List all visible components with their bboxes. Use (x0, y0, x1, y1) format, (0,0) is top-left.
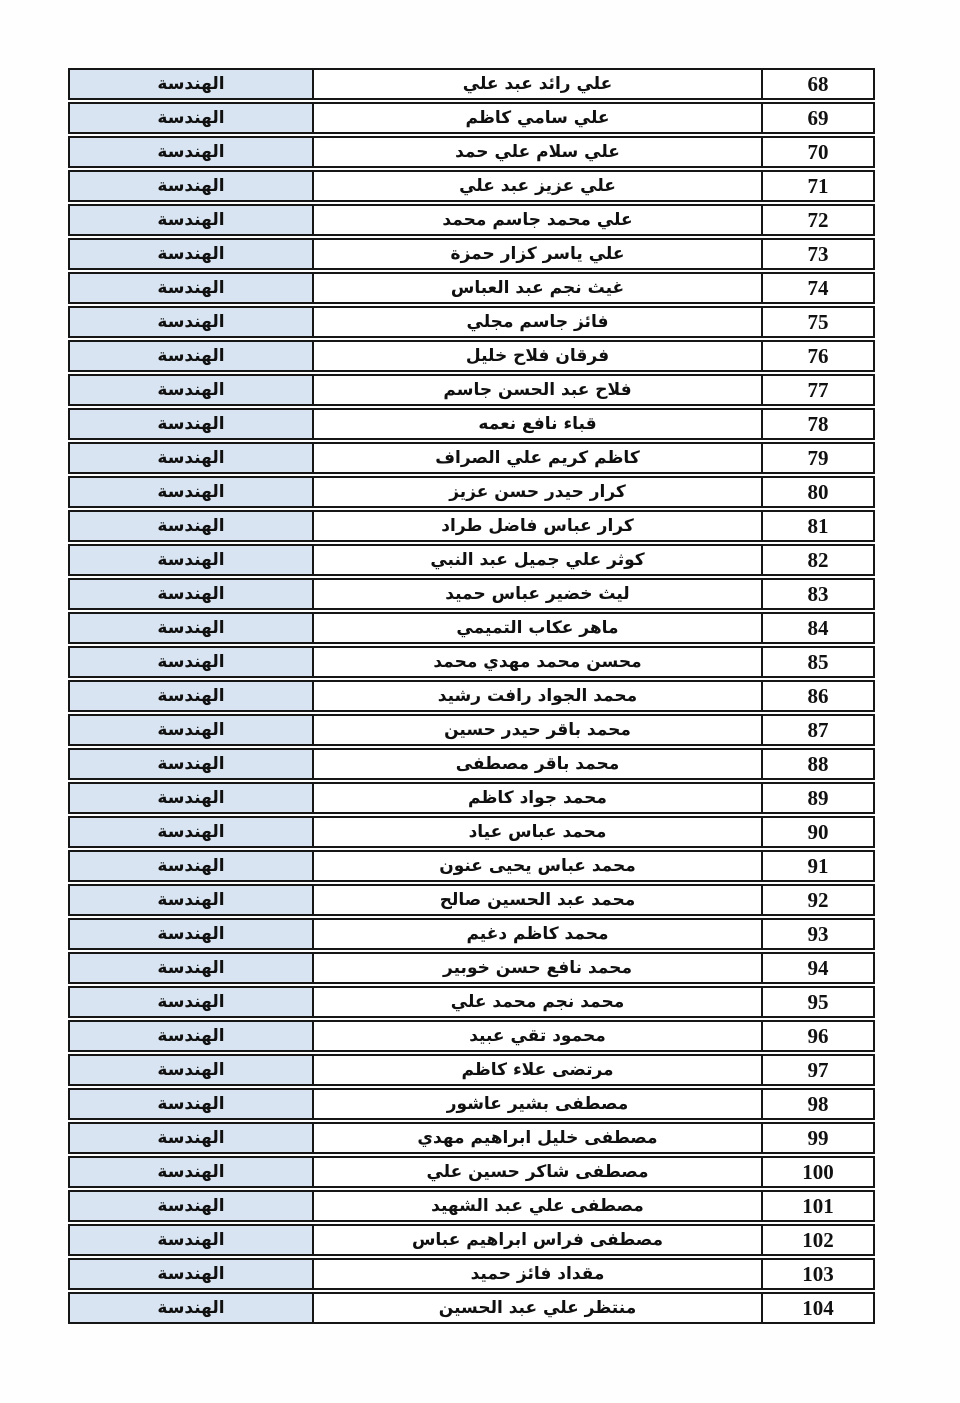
department-cell: الهندسة (70, 342, 312, 370)
department-cell: الهندسة (70, 818, 312, 846)
row-number-cell: 102 (802, 1227, 834, 1252)
table-row (68, 986, 875, 1018)
student-name-cell: مرتضى علاء كاظم (312, 1056, 763, 1084)
table-row (68, 578, 875, 610)
department-cell: الهندسة (70, 1022, 312, 1050)
table-row (68, 748, 875, 780)
department-cell: الهندسة (70, 580, 312, 608)
row-number-cell: 81 (807, 513, 829, 538)
student-name-cell: محمد عبد الحسين صالح (312, 886, 763, 914)
row-number-cell: 87 (807, 717, 829, 742)
row-number-cell: 89 (807, 785, 829, 810)
table-row (68, 884, 875, 916)
student-name-cell: مقداد فائز حميد (312, 1260, 763, 1288)
department-cell: الهندسة (70, 376, 312, 404)
table-row (68, 1088, 875, 1120)
table-row (68, 1122, 875, 1154)
department-cell: الهندسة (70, 648, 312, 676)
students-table (68, 68, 875, 1324)
student-name-cell: منتظر علي عبد الحسين (312, 1294, 763, 1322)
department-cell: الهندسة (70, 784, 312, 812)
student-name-cell: كرار عباس فاضل طراد (312, 512, 763, 540)
student-name-cell: ليث خضير عباس حميد (312, 580, 763, 608)
table-row (68, 918, 875, 950)
table-row (68, 1224, 875, 1256)
table-row (68, 680, 875, 712)
student-name-cell: محمد عباس يحيى عنون (312, 852, 763, 880)
table-row (68, 1020, 875, 1052)
department-cell: الهندسة (70, 954, 312, 982)
table-row (68, 204, 875, 236)
student-name-cell: فرقان فلاح خليل (312, 342, 763, 370)
student-name-cell: كرار حيدر حسن عزيز (312, 478, 763, 506)
student-name-cell: محمد الجواد رافت رشيد (312, 682, 763, 710)
department-cell: الهندسة (70, 274, 312, 302)
student-name-cell: كاظم كريم علي الصراف (312, 444, 763, 472)
department-cell: الهندسة (70, 1158, 312, 1186)
row-number-cell: 88 (807, 751, 829, 776)
department-cell: الهندسة (70, 308, 312, 336)
department-cell: الهندسة (70, 682, 312, 710)
table-row (68, 340, 875, 372)
department-cell: الهندسة (70, 1056, 312, 1084)
department-cell: الهندسة (70, 104, 312, 132)
department-cell: الهندسة (70, 920, 312, 948)
student-name-cell: كوثر علي جميل عبد النبي (312, 546, 763, 574)
student-name-cell: غيث نجم عبد العباس (312, 274, 763, 302)
student-name-cell: مصطفى خليل ابراهيم مهدي (312, 1124, 763, 1152)
department-cell: الهندسة (70, 206, 312, 234)
table-row (68, 238, 875, 270)
row-number-cell: 73 (807, 241, 829, 266)
table-row (68, 714, 875, 746)
table-row (68, 476, 875, 508)
department-cell: الهندسة (70, 852, 312, 880)
student-name-cell: علي ياسر كزار حمزة (312, 240, 763, 268)
department-cell: الهندسة (70, 1260, 312, 1288)
department-cell: الهندسة (70, 512, 312, 540)
table-row (68, 442, 875, 474)
student-name-cell: ماهر عكاب التميمي (312, 614, 763, 642)
row-number-cell: 75 (807, 309, 829, 334)
table-row (68, 1190, 875, 1222)
row-number-cell: 74 (807, 275, 829, 300)
student-name-cell: قباء نافع نعمه (312, 410, 763, 438)
row-number-cell: 91 (807, 853, 829, 878)
row-number-cell: 97 (807, 1057, 829, 1082)
row-number-cell: 104 (802, 1295, 834, 1320)
table-row (68, 1258, 875, 1290)
table-row (68, 1292, 875, 1324)
row-number-cell: 68 (807, 71, 829, 96)
table-row (68, 952, 875, 984)
table-row (68, 850, 875, 882)
student-name-cell: علي سلام علي حمد (312, 138, 763, 166)
row-number-cell: 96 (807, 1023, 829, 1048)
table-row (68, 816, 875, 848)
row-number-cell: 78 (807, 411, 829, 436)
row-number-cell: 90 (807, 819, 829, 844)
row-number-cell: 82 (807, 547, 829, 572)
department-cell: الهندسة (70, 70, 312, 98)
student-name-cell: محمد باقر مصطفى (312, 750, 763, 778)
student-name-cell: محمد باقر حيدر حسين (312, 716, 763, 744)
department-cell: الهندسة (70, 1226, 312, 1254)
student-name-cell: مصطفى فراس ابراهيم عباس (312, 1226, 763, 1254)
row-number-cell: 71 (807, 173, 829, 198)
department-cell: الهندسة (70, 716, 312, 744)
department-cell: الهندسة (70, 138, 312, 166)
department-cell: الهندسة (70, 546, 312, 574)
table-row (68, 646, 875, 678)
student-name-cell: محمد كاظم دغيم (312, 920, 763, 948)
row-number-cell: 86 (807, 683, 829, 708)
row-number-cell: 77 (807, 377, 829, 402)
department-cell: الهندسة (70, 172, 312, 200)
table-row (68, 408, 875, 440)
row-number-cell: 101 (802, 1193, 834, 1218)
table-row (68, 102, 875, 134)
row-number-cell: 98 (807, 1091, 829, 1116)
department-cell: الهندسة (70, 614, 312, 642)
table-row (68, 68, 875, 100)
department-cell: الهندسة (70, 988, 312, 1016)
row-number-cell: 83 (807, 581, 829, 606)
department-cell: الهندسة (70, 240, 312, 268)
row-number-cell: 99 (807, 1125, 829, 1150)
department-cell: الهندسة (70, 750, 312, 778)
row-number-cell: 76 (807, 343, 829, 368)
student-name-cell: مصطفى بشير عاشور (312, 1090, 763, 1118)
row-number-cell: 85 (807, 649, 829, 674)
table-row (68, 272, 875, 304)
row-number-cell: 100 (802, 1159, 834, 1184)
student-name-cell: علي رائد عبد علي (312, 70, 763, 98)
table-row (68, 510, 875, 542)
row-number-cell: 69 (807, 105, 829, 130)
row-number-cell: 93 (807, 921, 829, 946)
row-number-cell: 95 (807, 989, 829, 1014)
department-cell: الهندسة (70, 1294, 312, 1322)
student-name-cell: محمد نجم محمد علي (312, 988, 763, 1016)
row-number-cell: 103 (802, 1261, 834, 1286)
table-row (68, 170, 875, 202)
student-name-cell: محسن محمد مهدي محمد (312, 648, 763, 676)
department-cell: الهندسة (70, 410, 312, 438)
student-name-cell: علي عزيز عبد علي (312, 172, 763, 200)
department-cell: الهندسة (70, 444, 312, 472)
table-row (68, 612, 875, 644)
department-cell: الهندسة (70, 1090, 312, 1118)
table-row (68, 782, 875, 814)
row-number-cell: 79 (807, 445, 829, 470)
department-cell: الهندسة (70, 1192, 312, 1220)
row-number-cell: 70 (807, 139, 829, 164)
department-cell: الهندسة (70, 1124, 312, 1152)
student-name-cell: محمد عباس عياد (312, 818, 763, 846)
row-number-cell: 80 (807, 479, 829, 504)
student-name-cell: مصطفى علي عبد الشهيد (312, 1192, 763, 1220)
row-number-cell: 84 (807, 615, 829, 640)
table-row (68, 1156, 875, 1188)
student-name-cell: محمد نافع حسن خوبير (312, 954, 763, 982)
department-cell: الهندسة (70, 886, 312, 914)
table-row (68, 374, 875, 406)
row-number-cell: 92 (807, 887, 829, 912)
student-name-cell: علي سامي كاظم (312, 104, 763, 132)
student-name-cell: فائز جاسم مجلي (312, 308, 763, 336)
department-cell: الهندسة (70, 478, 312, 506)
table-row (68, 306, 875, 338)
row-number-cell: 72 (807, 207, 829, 232)
row-number-cell: 94 (807, 955, 829, 980)
table-row (68, 544, 875, 576)
table-row (68, 1054, 875, 1086)
table-row (68, 136, 875, 168)
student-name-cell: محمد جواد كاظم (312, 784, 763, 812)
student-name-cell: مصطفى شاكر حسين علي (312, 1158, 763, 1186)
student-name-cell: علي محمد جاسم محمد (312, 206, 763, 234)
student-name-cell: فلاح عبد الحسن جاسم (312, 376, 763, 404)
student-name-cell: محمود تقي عبيد (312, 1022, 763, 1050)
